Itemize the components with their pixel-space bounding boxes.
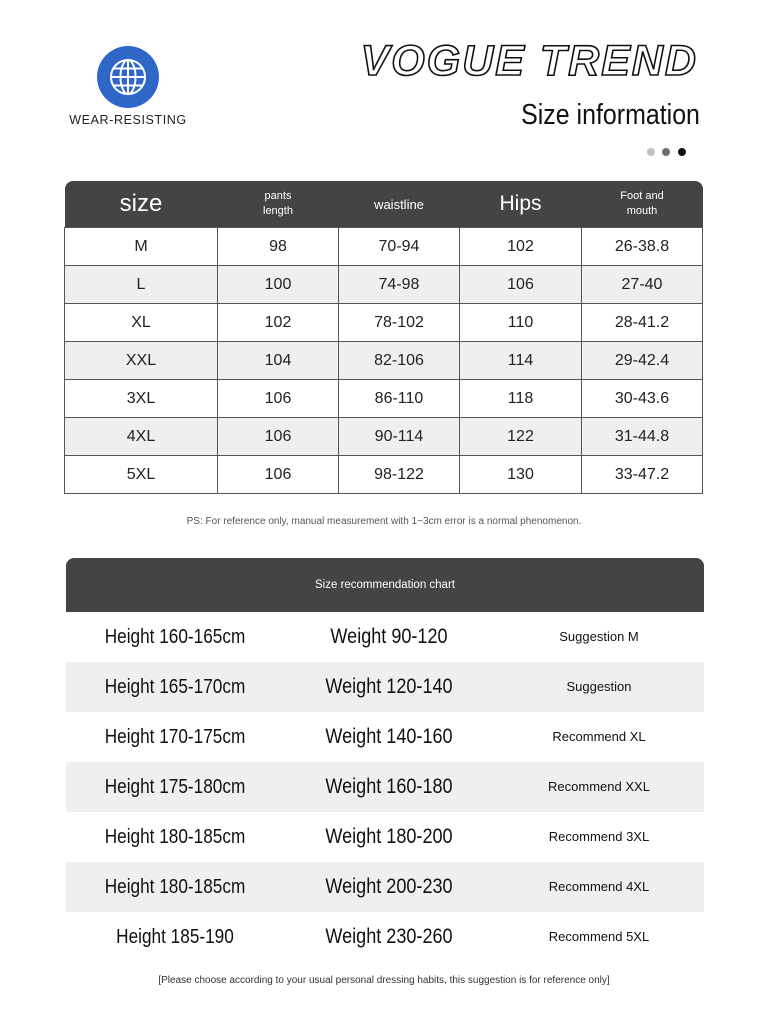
recommendation-row [66,612,704,662]
cell-waistline: 82-106 [339,342,460,380]
cell-waistline: 70-94 [339,228,460,266]
recommendation-row [66,662,704,712]
cell-hips: 110 [460,304,582,342]
cell-pants-length: 100 [218,266,339,304]
cell-foot-and-mouth: 27-40 [582,266,703,304]
cell-hips: 102 [460,228,582,266]
size-table-header-row [65,181,703,228]
height-range: Height 180-185cm [104,876,246,898]
cell-hips: 118 [460,380,582,418]
size-suggestion: Recommend 3XL [548,829,650,844]
column-header-hips: Hips [460,181,582,228]
cell-hips: 122 [460,418,582,456]
height-range: Height 185-190 [116,926,234,948]
column-header-foot-and-mouth: Foot and mouth [582,181,703,228]
cell-foot-and-mouth: 31-44.8 [582,418,703,456]
dot-mid [662,148,670,156]
globe-icon-graphic [97,46,159,108]
size-suggestion: Suggestion M [559,629,639,644]
size-table-body [65,228,703,494]
dot-light [647,148,655,156]
cell-pants-length: 106 [218,456,339,494]
brand-title: VOGUE TREND [360,37,698,85]
weight-range: Weight 120-140 [325,675,453,698]
size-table-row [65,266,703,304]
cell-foot-and-mouth: 29-42.4 [582,342,703,380]
cell-size: L [65,266,218,304]
height-range: Height 160-165cm [104,626,246,648]
height-range: Height 180-185cm [104,826,246,848]
cell-pants-length: 106 [218,380,339,418]
page-subtitle: Size information [521,99,700,131]
cell-waistline: 90-114 [339,418,460,456]
size-suggestion: Suggestion [566,679,632,694]
height-range: Height 175-180cm [104,776,246,798]
weight-range: Weight 180-200 [325,825,453,848]
cell-waistline: 74-98 [339,266,460,304]
size-suggestion: Recommend 5XL [548,929,650,944]
cell-waistline: 98-122 [339,456,460,494]
cell-waistline: 78-102 [339,304,460,342]
column-header-pants-length: pants length [218,181,339,228]
size-table-row [65,418,703,456]
weight-range: Weight 230-260 [325,925,453,948]
dot-dark [678,148,686,156]
cell-hips: 114 [460,342,582,380]
recommendation-header [66,558,704,612]
recommendation-list [66,612,704,962]
size-table-row [65,342,703,380]
cell-foot-and-mouth: 30-43.6 [582,380,703,418]
weight-range: Weight 160-180 [325,775,453,798]
cell-size: 4XL [65,418,218,456]
size-table-row [65,456,703,494]
weight-range: Weight 200-230 [325,875,453,898]
measurement-note: PS: For reference only, manual measurement with 1~3cm error is a normal phenomenon. [186,516,582,527]
column-header-size: size [65,181,218,228]
cell-pants-length: 98 [218,228,339,266]
recommendation-row [66,862,704,912]
globe-icon [97,46,159,108]
cell-foot-and-mouth: 33-47.2 [582,456,703,494]
recommendation-row [66,812,704,862]
recommendation-title: Size recommendation chart [315,579,455,591]
size-suggestion: Recommend XXL [548,779,650,794]
cell-size: 3XL [65,380,218,418]
height-range: Height 165-170cm [104,676,246,698]
height-range: Height 170-175cm [104,726,246,748]
column-header-waistline: waistline [339,181,460,228]
weight-range: Weight 140-160 [325,725,453,748]
recommendation-row [66,912,704,962]
logo-caption: WEAR-RESISTING [69,113,187,127]
recommendation-row [66,762,704,812]
size-table-row [65,304,703,342]
footer-note: [Please choose according to your usual personal dressing habits, this suggestion is for reference only] [158,975,610,986]
cell-foot-and-mouth: 26-38.8 [582,228,703,266]
cell-pants-length: 102 [218,304,339,342]
size-suggestion: Recommend XL [552,729,646,744]
recommendation-row [66,712,704,762]
size-table-row [65,228,703,266]
cell-hips: 130 [460,456,582,494]
cell-pants-length: 104 [218,342,339,380]
size-table-row [65,380,703,418]
cell-size: XL [65,304,218,342]
cell-size: 5XL [65,456,218,494]
size-suggestion: Recommend 4XL [548,879,650,894]
cell-waistline: 86-110 [339,380,460,418]
size-table [64,181,703,494]
cell-hips: 106 [460,266,582,304]
cell-foot-and-mouth: 28-41.2 [582,304,703,342]
cell-size: M [65,228,218,266]
cell-size: XXL [65,342,218,380]
weight-range: Weight 90-120 [330,625,448,648]
cell-pants-length: 106 [218,418,339,456]
